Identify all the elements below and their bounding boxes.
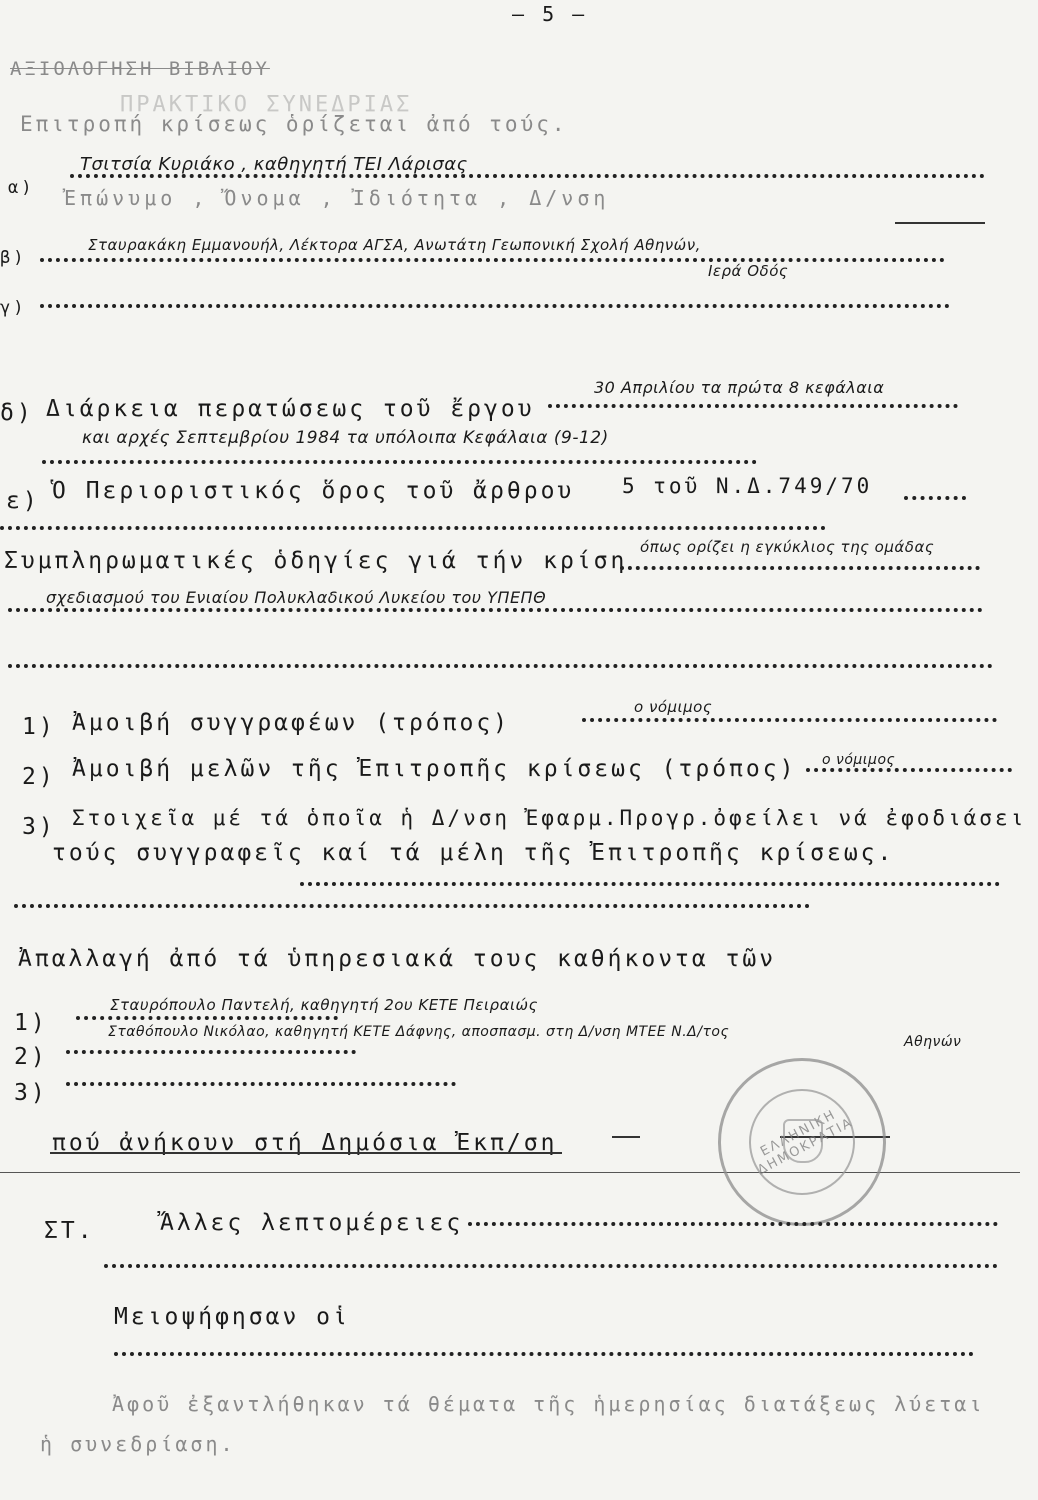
prefix-b: β) bbox=[0, 248, 27, 268]
rem-item3-line2: τούς συγγραφεῖς καί τά μέλη τῆς Ἐπιτροπῆς κρίσεως. bbox=[52, 840, 895, 866]
section-st-prefix: ΣΤ. bbox=[44, 1218, 95, 1244]
dotted-line bbox=[620, 566, 980, 570]
release-item1-num: 1) bbox=[14, 1010, 48, 1036]
dotted-line bbox=[14, 904, 810, 908]
dotted-line bbox=[904, 496, 966, 500]
dotted-line bbox=[104, 1264, 998, 1268]
instructions-value-2: σχεδιασμού του Ενιαίου Πολυκλαδικού Λυκείου του ΥΠΕΠΘ bbox=[46, 588, 547, 607]
dotted-line bbox=[42, 460, 757, 464]
member1-handwritten: Τσιτσία Κυριάκο , καθηγητή ΤΕΙ Λάρισας bbox=[80, 154, 468, 175]
release-item2-num: 2) bbox=[14, 1044, 48, 1070]
other-details-label: Ἄλλες λεπτομέρειες bbox=[160, 1210, 464, 1236]
rem-item2-label: Ἀμοιβή μελῶν τῆς Ἐπιτροπῆς κρίσεως (τρόπος) bbox=[72, 756, 797, 782]
committee-intro: Επιτροπή κρίσεως ὁρίζεται ἀπό τούς. bbox=[20, 112, 568, 136]
public-edu-footer: πού ἀνήκουν στή Δημόσια Ἐκπ/ση bbox=[52, 1130, 558, 1156]
dissenting-label: Μειοψήφησαν οἱ bbox=[114, 1304, 350, 1330]
prefix-c: γ) bbox=[0, 298, 27, 318]
instructions-label: Συμπληρωματικές ὁδηγίες γιά τήν κρίση bbox=[4, 548, 628, 574]
dotted-line bbox=[468, 1222, 998, 1226]
struck-title: ΑΞΙΟΛΟΓΗΣΗ ΒΙΒΛΙΟΥ bbox=[10, 58, 270, 80]
rem-item3-num: 3) bbox=[22, 814, 56, 840]
dotted-line bbox=[66, 1082, 456, 1086]
dotted-line bbox=[8, 608, 983, 612]
dotted-line bbox=[8, 664, 993, 668]
dotted-line bbox=[66, 1050, 356, 1054]
prefix-d: δ) bbox=[0, 400, 34, 426]
release-item1-value: Σταυρόπουλο Παντελή, καθηγητή 2ου ΚΕΤΕ Πειραιώς bbox=[110, 996, 538, 1014]
dotted-line bbox=[0, 526, 826, 530]
page-number: — 5 — bbox=[512, 2, 588, 26]
dotted-line bbox=[76, 1016, 338, 1020]
dotted-line bbox=[40, 304, 950, 308]
rem-item1-value: ο νόμιμος bbox=[634, 698, 713, 716]
underline bbox=[50, 1152, 562, 1154]
official-stamp bbox=[718, 1058, 886, 1226]
dotted-line bbox=[582, 718, 997, 722]
stamp-text: ΕΛΛΗΝΙΚΗ ΔΗΜΟΚΡΑΤΙΑ bbox=[755, 1107, 856, 1179]
dotted-line bbox=[70, 174, 985, 178]
member2-address: Ιερά Οδός bbox=[708, 262, 789, 280]
closing-line-2: ἡ συνεδρίαση. bbox=[40, 1432, 236, 1456]
release-item2-address: Αθηνών bbox=[904, 1034, 962, 1050]
dotted-line bbox=[548, 404, 958, 408]
release-item3-num: 3) bbox=[14, 1080, 48, 1106]
duration-value-1: 30 Απριλίου τα πρώτα 8 κεφάλαια bbox=[594, 378, 885, 397]
ghost-text: ΠΡΑΚΤΙΚΟ ΣΥΝΕΔΡΙΑΣ bbox=[120, 92, 413, 117]
prefix-a: α) bbox=[8, 178, 35, 198]
dash-mark bbox=[612, 1136, 640, 1138]
member2-handwritten: Σταυρακάκη Εμμανουήλ, Λέκτορα ΑΓΣΑ, Ανωτάτη Γεωπονική Σχολή Αθηνών, bbox=[88, 236, 701, 254]
dotted-line bbox=[300, 882, 1000, 886]
duration-value-2: και αρχές Σεπτεμβρίου 1984 τα υπόλοιπα Κεφάλαια (9-12) bbox=[82, 428, 609, 448]
rem-item2-value: ο νόμιμος bbox=[822, 752, 896, 768]
columns-label: Ἐπώνυμο , Ὄνομα , Ἰδιότητα , Δ/νση bbox=[64, 186, 610, 210]
release-heading: Ἀπαλλαγή ἀπό τά ὑπηρεσιακά τους καθήκοντα τῶν bbox=[18, 946, 777, 972]
rem-item1-label: Ἀμοιβή συγγραφέων (τρόπος) bbox=[72, 710, 511, 736]
rem-item2-num: 2) bbox=[22, 764, 56, 790]
release-item2-value: Σταθόπουλο Νικόλαο, καθηγητή ΚΕΤΕ Δάφνης, αποσπασμ. στη Δ/νση ΜΤΕΕ Ν.Δ/τος bbox=[108, 1024, 730, 1040]
rem-item1-num: 1) bbox=[22, 714, 56, 740]
instructions-value-1: όπως ορίζει η εγκύκλιος της ομάδας bbox=[640, 538, 935, 556]
dash-mark bbox=[895, 222, 985, 224]
rem-item3-line1: Στοιχεῖα μέ τά ὁποῖα ἡ Δ/νση Ἐφαρμ.Προγρ.ὀφείλει νά ἐφοδιάσει bbox=[72, 806, 1027, 830]
dotted-line bbox=[40, 258, 945, 262]
restrictive-term-value: 5 τοῦ Ν.Δ.749/70 bbox=[622, 474, 873, 498]
restrictive-term-label: Ὁ Περιοριστικός ὅρος τοῦ ἄρθρου bbox=[52, 478, 575, 504]
closing-line-1: Ἀφοῦ ἐξαντλήθηκαν τά θέματα τῆς ἡμερησίας διατάξεως λύεται bbox=[112, 1392, 985, 1416]
dotted-line bbox=[806, 768, 1012, 772]
dotted-line bbox=[114, 1352, 974, 1356]
duration-label: Διάρκεια περατώσεως τοῦ ἔργου bbox=[46, 396, 535, 422]
prefix-e: ε) bbox=[6, 488, 40, 514]
